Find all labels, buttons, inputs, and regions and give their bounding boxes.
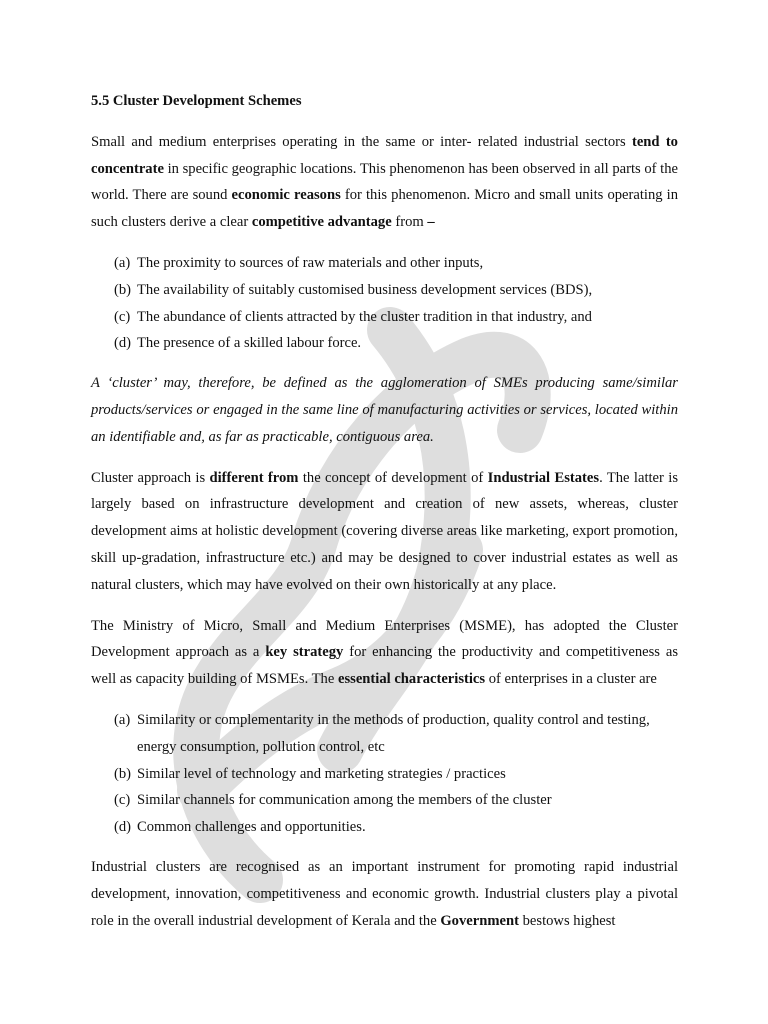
advantages-list [91,250,678,357]
text-run: in specific geographic locations. This phenomenon has been observed in all parts of the world. There are sound [91,160,678,204]
list-marker: (b) [114,765,132,782]
list-item-text: The proximity to sources of raw materials and other inputs, [137,254,484,271]
bold-text: essential characteristics [337,671,486,688]
bold-text: economic reasons [231,187,341,204]
text-run: Industrial clusters are recognised as an important instrument for promoting rapid industrial development, innovation, competitiveness and economic growth. Industrial clusters play a pivotal role in the overall industrial development of Kerala and the [91,858,678,929]
industrial-clusters-paragraph [91,854,678,934]
list-item [91,707,678,761]
list-marker: (c) [114,792,131,809]
text-run: The Ministry of Micro, Small and Medium Enterprises (MSME), has adopted the Cluster Development approach as a [91,617,678,661]
list-marker: (d) [114,819,132,836]
document-page [91,88,678,948]
intro-paragraph [91,129,678,236]
list-marker: (d) [114,335,132,352]
text-run: Small and medium enterprises operating in the same or inter- related industrial sectors [91,133,632,150]
text-run: Cluster approach is [91,469,210,486]
list-item [91,277,678,304]
list-item-text: Similar level of technology and marketing strategies / practices [137,765,506,782]
list-item-text: The availability of suitably customised business development services (BDS), [137,281,593,298]
bold-text: different from [209,469,299,486]
bold-text: Industrial Estates [487,469,600,486]
list-item-text: The presence of a skilled labour force. [137,335,362,352]
text-run: for this phenomenon. Micro and small units operating in such clusters derive a clear [91,187,679,231]
list-item [91,814,678,841]
list-item-text: Similarity or complementarity in the methods of production, quality control and testing, energy consumption, pollution control, etc [137,711,650,755]
list-item [91,761,678,788]
bold-text: tend to concentrate [91,133,678,177]
text-run: bestows highest [518,912,616,929]
section-heading: 5.5 Cluster Development Schemes [91,93,302,109]
text-run: . The latter is largely based on infrastructure development and creation of new assets, whereas, cluster development aims at holistic development (covering diverse areas like marketing, export promotion, skill up-gradation, infrastructure etc.) and may be designed to cover industrial estates as well as natural clusters, which may have evolved on their own historically at any place. [91,469,679,593]
bold-text: key strategy [265,644,344,661]
list-item-text: Similar channels for communication among the members of the cluster [137,792,552,809]
text-run: for enhancing the productivity and competitiveness as well as capacity building of MSMEs. The [91,644,678,688]
list-item [91,304,678,331]
bold-text: – [427,214,435,231]
list-item [91,787,678,814]
text-run: from [391,214,428,231]
bold-text: Government [440,912,519,929]
list-marker: (a) [114,711,131,728]
list-item [91,250,678,277]
bold-text: competitive advantage [251,214,392,231]
characteristics-list [91,707,678,841]
list-item [91,330,678,357]
text-run: the concept of development of [298,469,488,486]
approach-paragraph [91,465,678,599]
text-run: of enterprises in a cluster are [485,671,657,688]
list-marker: (a) [114,254,131,271]
list-item-text: Common challenges and opportunities. [137,819,366,836]
list-marker: (c) [114,308,131,325]
list-item-text: The abundance of clients attracted by the cluster tradition in that industry, and [137,308,592,325]
cluster-definition: A ‘cluster’ may, therefore, be defined as the agglomeration of SMEs producing same/similar products/services or engaged in the same line of manufacturing activities or services, located within an identifiable and, as far as practicable, contiguous area. [91,375,678,445]
list-marker: (b) [114,281,132,298]
ministry-paragraph [91,613,678,693]
